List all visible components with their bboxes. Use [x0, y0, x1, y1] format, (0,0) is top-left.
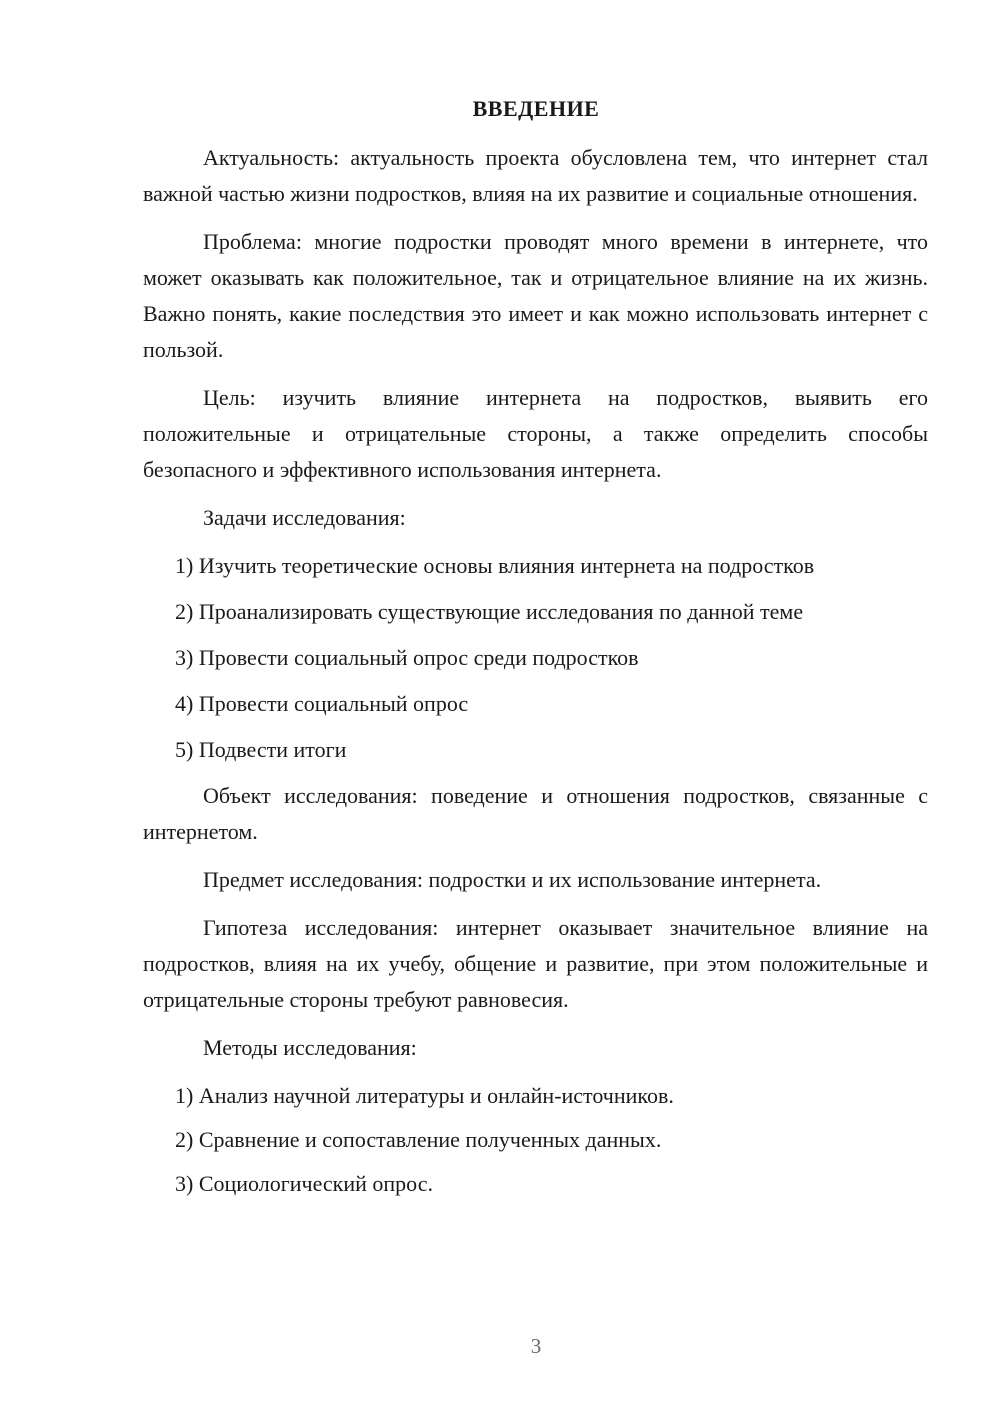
paragraph-subject: Предмет исследования: подростки и их использование интернета. — [203, 867, 822, 892]
list-item: 4) Провести социальный опрос — [175, 691, 469, 716]
tasks-heading: Задачи исследования: — [203, 505, 406, 530]
list-item: 2) Сравнение и сопоставление полученных данных. — [175, 1127, 662, 1152]
methods-list — [175, 1078, 928, 1202]
list-item: 1) Анализ научной литературы и онлайн-источников. — [175, 1083, 674, 1108]
paragraph-problem: Проблема: многие подростки проводят много времени в интернете, что может оказывать как положительное, так и отрицательное влияние на их жизнь. Важно понять, какие последствия это имеет и как можно использовать интернет с пользой. — [143, 229, 928, 362]
paragraph-hypothesis: Гипотеза исследования: интернет оказывает значительное влияние на подростков, влияя на их учебу, общение и развитие, при этом положительные и отрицательные стороны требуют равновесия. — [143, 915, 928, 1012]
paragraph-object: Объект исследования: поведение и отношения подростков, связанные с интернетом. — [143, 783, 928, 844]
methods-heading: Методы исследования: — [203, 1035, 417, 1060]
list-item: 3) Социологический опрос. — [175, 1171, 433, 1196]
paragraph-goal: Цель: изучить влияние интернета на подростков, выявить его положительные и отрицательные стороны, а также определить способы безопасного и эффективного использования интернета. — [143, 385, 928, 482]
list-item: 1) Изучить теоретические основы влияния интернета на подростков — [175, 553, 815, 578]
page-number: 3 — [530, 1334, 542, 1358]
page-title: ВВЕДЕНИЕ — [472, 96, 600, 121]
paragraph-relevance: Актуальность: актуальность проекта обусловлена тем, что интернет стал важной частью жизни подростков, влияя на их развитие и социальные отношения. — [143, 145, 928, 206]
document-body — [143, 140, 928, 1210]
list-item: 5) Подвести итоги — [175, 737, 347, 762]
list-item: 3) Провести социальный опрос среди подростков — [175, 645, 639, 670]
tasks-list — [175, 548, 928, 768]
list-item: 2) Проанализировать существующие исследования по данной теме — [175, 599, 804, 624]
